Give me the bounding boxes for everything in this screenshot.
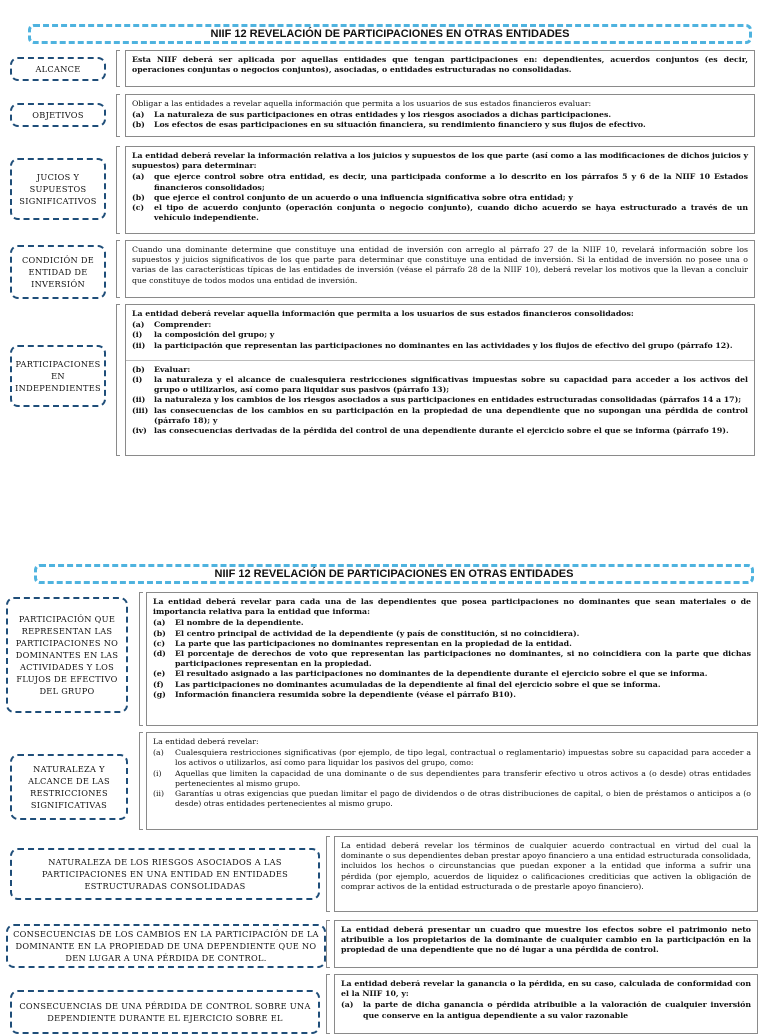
list-item: (b) Evaluar: (132, 364, 191, 374)
participacion-nd-text (146, 592, 758, 726)
list-item: (a) La naturaleza de sus participaciones en otras entidades y los riesgos asociados a dichas participaciones. (132, 110, 612, 120)
list-item: (b) que ejerce el control conjunto de un acuerdo o una influencia significativa sobre otra entidad; y (132, 192, 573, 202)
list-item: (c) el tipo de acuerdo conjunto (operación conjunta o negocio conjunto), cuando dicho acuerdo se haya estructurado a través de un vehículo independiente. (132, 203, 748, 223)
naturaleza-restricciones-bracket (139, 732, 143, 830)
consecuencias-perdida-bracket (326, 974, 330, 1034)
list-item: (b) El centro principal de actividad de la dependiente (y país de constitución, si no coincidiera). (153, 628, 580, 638)
objetivos-intro: Obligar a las entidades a revelar aquella información que permita a los usuarios de sus estados financieros evaluar: (132, 99, 592, 108)
list-item: (ii) Garantías u otras exigencias que puedan limitar el pago de dividendos o de otras distribuciones de capital, o bien de préstamos o anticipos a (o desde) otras entidades pertenecientes al mismo grupo. (153, 789, 751, 809)
consecuencias-cambios-label: CONSECUENCIAS DE LOS CAMBIOS EN LA PARTICIPACIÓN DE LA DOMINANTE EN LA PROPIEDAD DE UNA DEPENDIENTE QUE NO DEN LUGAR A UNA PÉRDIDA DE CONTROL. (6, 924, 326, 968)
consecuencias-perdida-text (334, 974, 758, 1034)
condicion-bracket (116, 240, 120, 298)
objetivos-label: OBJETIVOS (10, 103, 106, 127)
participaciones-label: PARTICIPACIONES EN INDEPENDIENTES (10, 345, 106, 407)
naturaleza-restricciones-intro: La entidad deberá revelar: (153, 737, 259, 746)
naturaleza-riesgos-paragraph: La entidad deberá revelar los términos de cualquier acuerdo contractual en virtud del cual la dominante o sus dependientes deban prestar apoyo financiero a una entidad estructurada consolidada, incluidos los hechos o circunstancias que puedan exponer a la entidad que informa a sufrir una pérdida (por ejemplo, acuerdos de liquidez o calificaciones crediticias que activen la obligación de comprar activos de la entidad estructurada o de prestarle apoyo financiero). (341, 841, 751, 891)
participaciones-intro: La entidad deberá revelar aquella información que permita a los usuarios de sus estados financieros consolidados: (132, 309, 634, 318)
list-item: (a) Comprender: (132, 320, 212, 330)
list-item: (a) Cualesquiera restricciones significativas (por ejemplo, de tipo legal, contractual o reglamentario) impuestas sobre su capacidad para acceder a los activos o utilizarlos, así como para liquidar los pasivos del grupo, como: (153, 748, 751, 768)
participaciones-bracket (116, 304, 120, 456)
participacion-nd-intro: La entidad deberá revelar para cada una de las dependientes que posea participaciones no dominantes que sean materiales o de importancia relativa para la entidad que informa: (153, 597, 751, 617)
naturaleza-riesgos-text (334, 836, 758, 912)
consecuencias-cambios-text (334, 920, 758, 968)
list-item: (a) El nombre de la dependiente. (153, 618, 304, 628)
consecuencias-cambios-paragraph: La entidad deberá presentar un cuadro que muestre los efectos sobre el patrimonio neto atribuible a los propietarios de la dominante de cualquier cambio en la participación en la propiedad de una dependiente que no dé lugar a una pérdida de control. (341, 925, 751, 955)
list-item: (e) El resultado asignado a las participaciones no dominantes de la dependiente durante el ejercicio sobre el que se informa. (153, 669, 708, 679)
list-item: (g) Información financiera resumida sobre la dependiente (véase el párrafo B10). (153, 689, 516, 699)
consecuencias-perdida-intro: La entidad deberá revelar la ganancia o la pérdida, en su caso, calculada de conformidad con el la NIIF 10, y: (341, 979, 751, 999)
participaciones-text (125, 304, 755, 456)
alcance-paragraph: Esta NIIF deberá ser aplicada por aquellas entidades que tengan participaciones en: dependientes, acuerdos conjuntos (es decir, operaciones conjuntas o negocios conjuntos), asociadas, o entidades estructuradas no consolidadas. (132, 55, 748, 75)
naturaleza-riesgos-label: NATURALEZA DE LOS RIESGOS ASOCIADOS A LAS PARTICIPACIONES EN UNA ENTIDAD EN ENTIDADES ESTRUCTURADAS CONSOLIDADAS (10, 848, 320, 900)
list-item: (i) la composición del grupo; y (132, 330, 275, 340)
condicion-paragraph: Cuando una dominante determine que constituye una entidad de inversión con arreglo al párrafo 27 de la NIIF 10, revelará información sobre los supuestos y juicios significativos de los que parte para determinar que constituye una entidad de inversión. Si la entidad de inversión no posee una o varias de las características típicas de las entidades de inversión (véase el párrafo 28 de la NIIF 10), deberá revelar los motivos que la llevan a concluir que constituye de todos modos una entidad de inversión. (132, 245, 748, 285)
condicion-label: CONDICIÓN DE ENTIDAD DE INVERSIÓN (10, 245, 106, 299)
consecuencias-cambios-bracket (326, 920, 330, 968)
list-item: (iv) las consecuencias derivadas de la pérdida del control de una dependiente durante el ejercicio sobre el que se informa (párrafo 19). (132, 426, 729, 436)
objetivos-text (125, 94, 755, 137)
naturaleza-restricciones-label: NATURALEZA Y ALCANCE DE LAS RESTRICCIONES SIGNIFICATIVAS (10, 754, 128, 820)
list-item: (i) Aquellas que limiten la capacidad de una dominante o de sus dependientes para transferir efectivo u otros activos a (o desde) otras entidades pertenecientes al mismo grupo. (153, 768, 751, 788)
naturaleza-restricciones-text (146, 732, 758, 830)
list-item: (ii) la participación que representan las participaciones no dominantes en las actividades y los flujos de efectivo del grupo (párrafo 12). (132, 340, 733, 350)
list-item: (i) la naturaleza y el alcance de cualesquiera restricciones significativas impuestas sobre su capacidad para acceder a los activos del grupo o utilizarlos, así como para liquidar sus pasivos (párrafo 13); (132, 375, 748, 395)
consecuencias-perdida-label: CONSECUENCIAS DE UNA PÉRDIDA DE CONTROL SOBRE UNA DEPENDIENTE DURANTE EL EJERCICIO SOBRE EL (10, 990, 320, 1034)
page2-title: NIIF 12 REVELACIÓN DE PARTICIPACIONES EN OTRAS ENTIDADES (34, 564, 754, 584)
list-item: (a) que ejerce control sobre otra entidad, es decir, una participada conforme a lo descrito en los párrafos 5 y 6 de la NIIF 10 Estados financieros consolidados; (132, 172, 748, 192)
list-item: (iii) las consecuencias de los cambios en su participación en la propiedad de una dependiente que no supongan una pérdida de control (párrafo 18); y (132, 405, 748, 425)
alcance-text (125, 50, 755, 87)
page1-title: NIIF 12 REVELACIÓN DE PARTICIPACIONES EN OTRAS ENTIDADES (28, 24, 752, 44)
list-item: (ii) la naturaleza y los cambios de los riesgos asociados a sus participaciones en entidades estructuradas consolidadas (párrafos 14 a 17); (132, 395, 742, 405)
naturaleza-riesgos-bracket (326, 836, 330, 912)
list-item: (f) Las participaciones no dominantes acumuladas de la dependiente al final del ejercicio sobre el que se informa. (153, 679, 661, 689)
participacion-nd-label: PARTICIPACIÓN QUE REPRESENTAN LAS PARTICIPACIONES NO DOMINANTES EN LAS ACTIVIDADES Y LOS FLUJOS DE EFECTIVO DEL GRUPO (6, 597, 128, 713)
list-item: (a) la parte de dicha ganancia o pérdida atribuible a la valoración de cualquier inversión que conserve en la antigua dependiente a su valor razonable (341, 1000, 751, 1020)
juicios-intro: La entidad deberá revelar la información relativa a los juicios y supuestos de los que parte (así como a las modificaciones de dichos juicios y supuestos) para determinar: (132, 151, 748, 171)
participacion-nd-bracket (139, 592, 143, 726)
juicios-text (125, 146, 755, 234)
alcance-bracket (116, 50, 120, 87)
list-item: (d) El porcentaje de derechos de voto que representan las participaciones no dominantes, si no coincidiera con la parte que dichas participaciones representan en la propiedad. (153, 649, 751, 669)
juicios-bracket (116, 146, 120, 234)
objetivos-bracket (116, 94, 120, 137)
alcance-label: ALCANCE (10, 57, 106, 81)
juicios-label: JUCIOS Y SUPUESTOS SIGNIFICATIVOS (10, 158, 106, 220)
list-item: (b) Los efectos de esas participaciones en su situación financiera, su rendimiento financiero y sus flujos de efectivo. (132, 120, 646, 130)
list-item: (c) La parte que las participaciones no dominantes representan en la propiedad de la entidad. (153, 638, 572, 648)
condicion-text (125, 240, 755, 298)
